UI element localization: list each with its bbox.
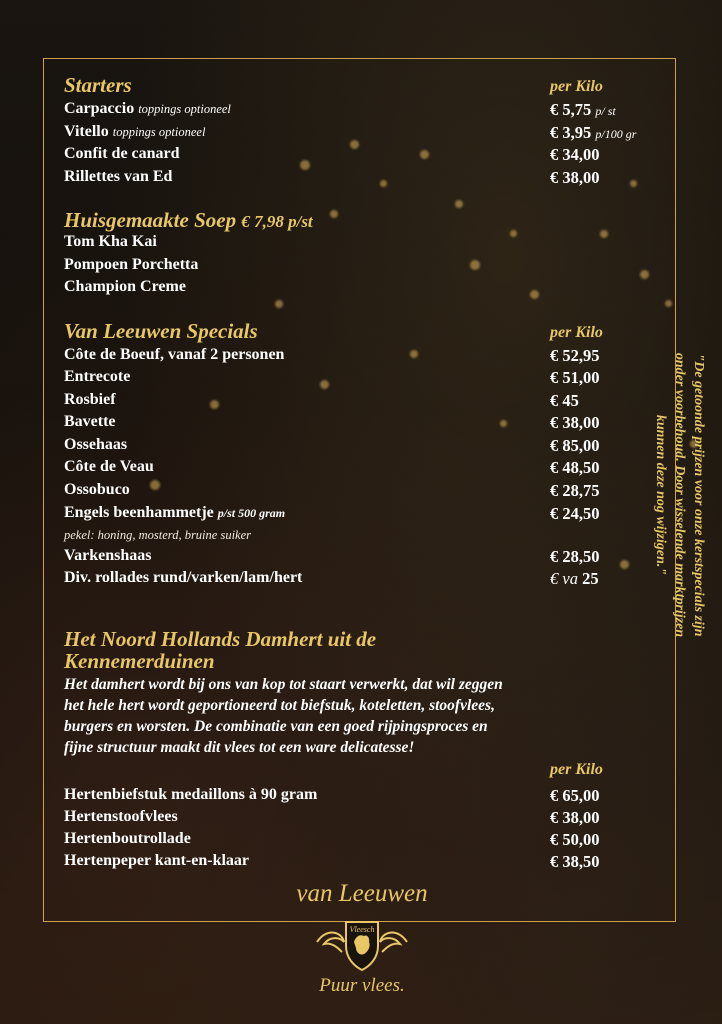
menu-price: € 48,50 bbox=[550, 458, 600, 477]
menu-price: € 51,00 bbox=[550, 368, 600, 387]
menu-price: € 5,75 p/ st bbox=[550, 100, 616, 119]
menu-item: Hertenpeper kant-en-klaar bbox=[64, 852, 250, 869]
menu-price: € 38,00 bbox=[550, 413, 600, 432]
damhert-per-kilo: per Kilo bbox=[550, 761, 603, 778]
menu-price: € 38,50 bbox=[550, 852, 600, 871]
menu-item: Rosbief bbox=[64, 391, 116, 408]
menu-item: Pompoen Porchetta bbox=[64, 256, 199, 273]
menu-price: € 50,00 bbox=[550, 830, 600, 849]
menu-item: Hertenboutrollade bbox=[64, 830, 191, 847]
specials-per-kilo: per Kilo bbox=[550, 324, 603, 341]
menu-price: € 52,95 bbox=[550, 346, 600, 365]
menu-item: Hertenstoofvlees bbox=[64, 808, 178, 825]
starters-per-kilo: per Kilo bbox=[550, 78, 603, 95]
menu-item: Champion Creme bbox=[64, 278, 186, 295]
menu-price: € 38,00 bbox=[550, 168, 600, 187]
damhert-heading-line1: Het Noord Hollands Damhert uit de bbox=[64, 627, 377, 651]
brand-tagline: Puur vlees. bbox=[319, 975, 405, 996]
menu-price: € 24,50 bbox=[550, 504, 600, 523]
menu-price: € 28,50 bbox=[550, 547, 600, 566]
menu-item: Entrecote bbox=[64, 368, 131, 385]
menu-price: € 28,75 bbox=[550, 481, 600, 500]
specials-heading: Van Leeuwen Specials bbox=[64, 319, 258, 343]
menu-item: Ossehaas bbox=[64, 436, 128, 453]
starters-heading: Starters bbox=[64, 73, 132, 97]
menu-item: Vitello toppings optioneel bbox=[64, 123, 206, 140]
menu-item: Bavette bbox=[64, 413, 116, 430]
damhert-heading-line2: Kennemerduinen bbox=[64, 649, 215, 673]
menu-item: Div. rollades rund/varken/lam/hert bbox=[64, 569, 303, 586]
menu-price: € 38,00 bbox=[550, 808, 600, 827]
menu-price: € va 25 bbox=[550, 569, 599, 588]
menu-item: Côte de Boeuf, vanaf 2 personen bbox=[64, 346, 285, 363]
menu-price: € 45 bbox=[550, 391, 579, 410]
menu-price: € 34,00 bbox=[550, 145, 600, 164]
soup-heading: Huisgemaakte Soep € 7,98 p/st bbox=[64, 208, 313, 232]
menu-item: Confit de canard bbox=[64, 145, 180, 162]
menu-price: € 85,00 bbox=[550, 436, 600, 455]
menu-item: Carpaccio toppings optioneel bbox=[64, 100, 231, 117]
brand-name: van Leeuwen bbox=[296, 880, 428, 907]
menu-item: Rillettes van Ed bbox=[64, 168, 173, 185]
menu-item: Varkenshaas bbox=[64, 547, 152, 564]
price-disclaimer: "De getoonde prijzen voor onze kerstspecials zijn onder voorbehoud. Door wisselende marktprijzen kunnen deze nog wijzigen." bbox=[653, 352, 706, 638]
svg-text:Vleesch: Vleesch bbox=[349, 925, 375, 934]
menu-price: € 65,00 bbox=[550, 786, 600, 805]
damhert-description: Het damhert wordt bij ons van kop tot staart verwerkt, dat wil zeggen het hele hert wordt geportioneerd tot biefstuk, koteletten, stoofvlees, burgers en worsten. De combinatie van een goed rijpingsproces en fijne structuur maakt dit vlees tot een ware delicatesse! bbox=[64, 676, 503, 756]
menu-item: Engels beenhammetje p/st 500 gram bbox=[64, 504, 286, 521]
menu-price: € 3,95 p/100 gr bbox=[550, 123, 637, 142]
menu-item: Ossobuco bbox=[64, 481, 130, 498]
menu-item: Côte de Veau bbox=[64, 458, 154, 475]
brand-crest-logo bbox=[312, 912, 412, 979]
menu-item: Hertenbiefstuk medaillons à 90 gram bbox=[64, 786, 318, 803]
pekel-note: pekel: honing, mosterd, bruine suiker bbox=[64, 528, 251, 542]
menu-item: Tom Kha Kai bbox=[64, 233, 157, 250]
